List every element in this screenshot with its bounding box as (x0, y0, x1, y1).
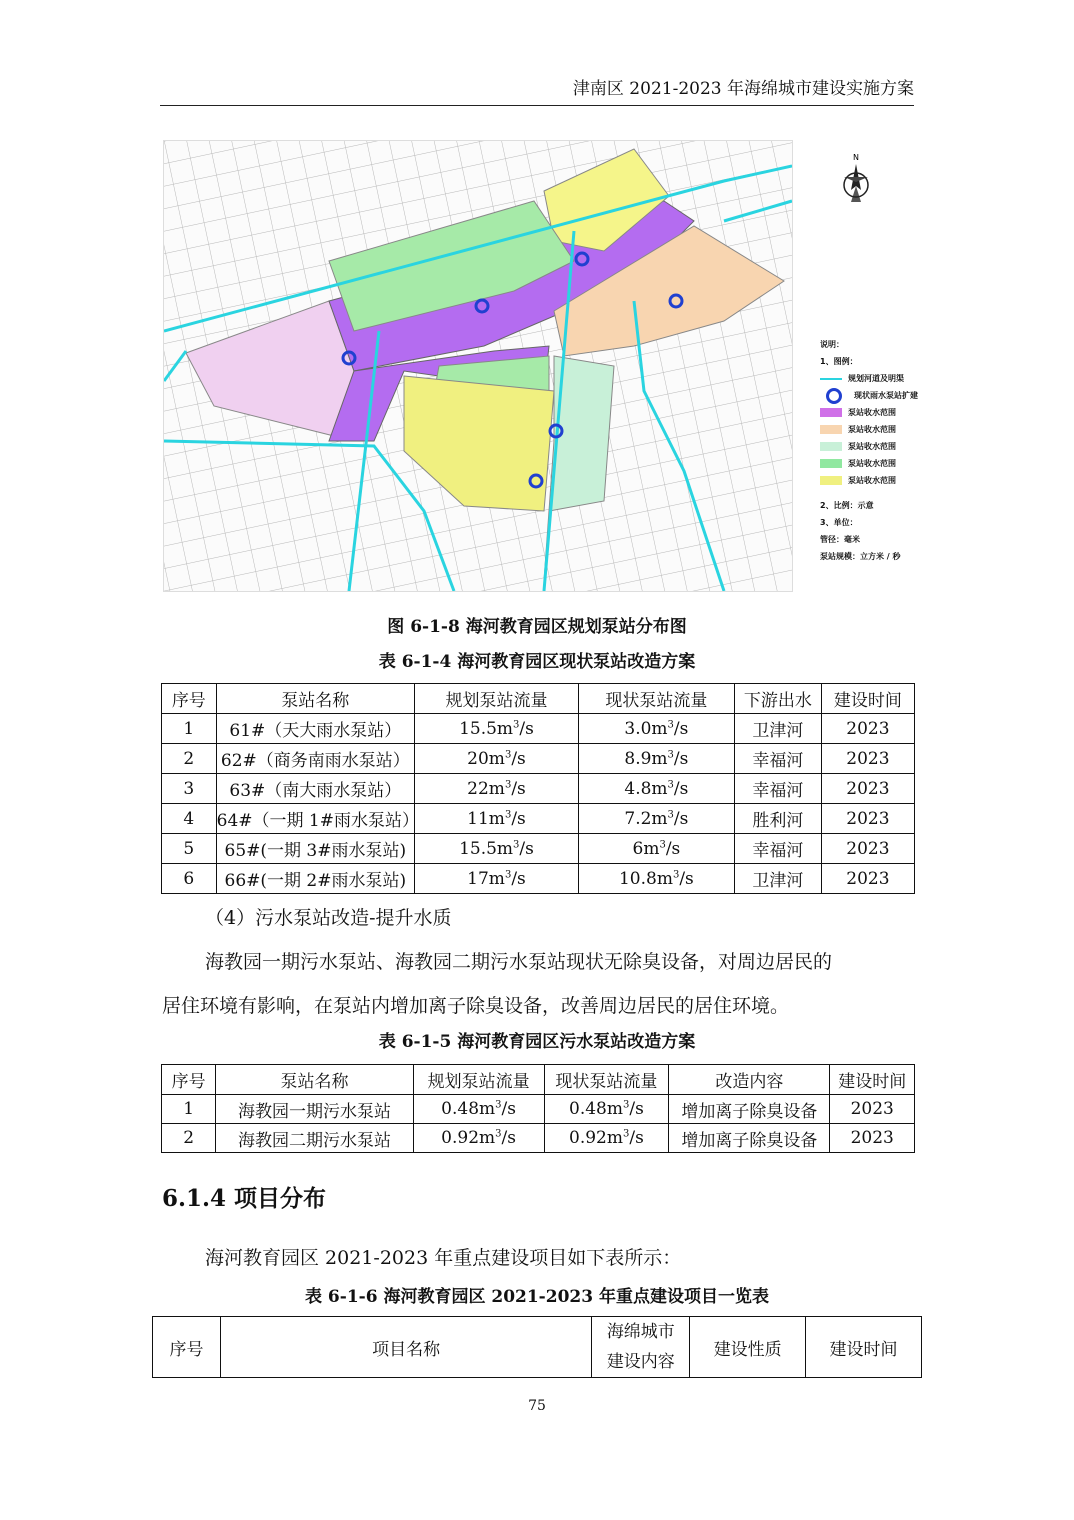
col-header: 改造内容 (669, 1065, 830, 1095)
cell: $8.9m^3/s$ (578, 744, 734, 774)
zone-swatch (820, 476, 842, 485)
cell: 1 (162, 714, 217, 744)
zone-swatch (820, 425, 842, 434)
table3-caption: 表 6-1-6 海河教育园区 2021-2023 年重点建设项目一览表 (305, 1287, 769, 1307)
project-list-table (152, 1316, 922, 1378)
cell: 卫津河 (734, 714, 821, 744)
cell: 增加离子除臭设备 (669, 1124, 830, 1153)
cell: 2 (162, 1124, 216, 1153)
cell: 2023 (821, 744, 914, 774)
cell: $3.0m^3/s$ (578, 714, 734, 744)
legend-zone-label: 泵站收水范围 (848, 459, 896, 468)
cell: 2023 (821, 834, 914, 864)
col-header: 泵站名称 (216, 1065, 413, 1095)
cell: $17m^3/s$ (415, 864, 579, 894)
legend-zone-row (820, 404, 930, 421)
zone-swatch (820, 442, 842, 451)
cell: 3 (162, 774, 217, 804)
legend-scale: 2、比例：示意 (820, 501, 874, 510)
para-body-line1: 海教园一期污水泵站、海教园二期污水泵站现状无除臭设备，对周边居民的 (205, 951, 833, 973)
cell: 5 (162, 834, 217, 864)
cell: 增加离子除臭设备 (669, 1095, 830, 1124)
table-row (162, 1095, 915, 1124)
table-row (162, 804, 915, 834)
para-intro: 海河教育园区 2021-2023 年重点建设项目如下表所示： (205, 1247, 682, 1269)
cell: $11m^3/s$ (415, 804, 579, 834)
cell: 2023 (821, 804, 914, 834)
river-swatch (820, 378, 842, 380)
table-row (162, 774, 915, 804)
zone-swatch (820, 459, 842, 468)
col-header: 现状泵站流量 (544, 1065, 669, 1095)
legend-unit: 3、单位： (820, 518, 858, 527)
cell: $15.5m^3/s$ (415, 714, 579, 744)
sewage-pump-table (161, 1064, 915, 1153)
cell: $0.92m^3/s$ (413, 1124, 544, 1153)
col-header: 序号 (162, 1065, 216, 1095)
cell: 海教园二期污水泵站 (216, 1124, 413, 1153)
col-header: 建设时间 (821, 684, 914, 714)
cell: 幸福河 (734, 744, 821, 774)
cell: 2023 (821, 864, 914, 894)
cell: 1 (162, 1095, 216, 1124)
table-row (162, 864, 915, 894)
legend-zone-label: 泵站收水范围 (848, 425, 896, 434)
para-sewage-heading: （4）污水泵站改造-提升水质 (205, 907, 452, 929)
table2-caption: 表 6-1-5 海河教育园区污水泵站改造方案 (378, 1032, 696, 1052)
cell: 幸福河 (734, 834, 821, 864)
col-header: 序号 (153, 1317, 221, 1378)
map-legend (820, 336, 930, 565)
table-row (162, 714, 915, 744)
cell: $4.8m^3/s$ (578, 774, 734, 804)
page-number: 75 (528, 1398, 546, 1414)
legend-zone-row (820, 455, 930, 472)
col-header: 建设时间 (830, 1065, 915, 1095)
cell: 2 (162, 744, 217, 774)
zone-swatch (820, 408, 842, 417)
col-header: 建设性质 (690, 1317, 806, 1378)
cell: 2023 (821, 774, 914, 804)
cell: 61#（天大雨水泵站） (216, 714, 414, 744)
cell: 4 (162, 804, 217, 834)
cell: 幸福河 (734, 774, 821, 804)
para-body-line2: 居住环境有影响，在泵站内增加离子除臭设备，改善周边居民的居住环境。 (162, 995, 790, 1017)
table-row (162, 834, 915, 864)
table-row (162, 1124, 915, 1153)
legend-zone-row (820, 472, 930, 489)
legend-pump-unit: 泵站规模：立方米 / 秒 (820, 552, 901, 561)
legend-zone-label: 泵站收水范围 (848, 442, 896, 451)
legend-zone-row (820, 438, 930, 455)
table-header-row (162, 1065, 915, 1095)
legend-title: 说明： (820, 340, 844, 349)
cell: 2023 (830, 1124, 915, 1153)
col-header: 现状泵站流量 (578, 684, 734, 714)
table-header-row (153, 1317, 922, 1378)
col-header: 泵站名称 (216, 684, 414, 714)
cell: $0.48m^3/s$ (544, 1095, 669, 1124)
cell: 胜利河 (734, 804, 821, 834)
col-header: 海绵城市建设内容 (592, 1317, 690, 1378)
legend-row-pump (820, 387, 930, 404)
section-heading: 6.1.4 项目分布 (162, 1185, 327, 1212)
legend-river-label: 规划河道及明渠 (848, 374, 904, 383)
legend-zone-label: 泵站收水范围 (848, 476, 896, 485)
legend-pump-label: 现状雨水泵站扩建 (854, 391, 918, 400)
col-header: 序号 (162, 684, 217, 714)
pump-retrofit-table (161, 683, 915, 894)
figure-caption: 图 6-1-8 海河教育园区规划泵站分布图 (387, 617, 687, 637)
cell: 2023 (830, 1095, 915, 1124)
cell: 64#（一期 1#雨水泵站） (216, 804, 414, 834)
cell: 63#（南大雨水泵站） (216, 774, 414, 804)
cell: $6m^3/s$ (578, 834, 734, 864)
cell: 海教园一期污水泵站 (216, 1095, 413, 1124)
col-header: 规划泵站流量 (413, 1065, 544, 1095)
page-header: 津南区 2021-2023 年海绵城市建设实施方案 (160, 74, 914, 106)
svg-text:N: N (853, 153, 859, 162)
table1-caption: 表 6-1-4 海河教育园区现状泵站改造方案 (378, 652, 696, 672)
table-header-row (162, 684, 915, 714)
cell: 6 (162, 864, 217, 894)
legend-item1: 1、图例： (820, 357, 858, 366)
cell: $0.92m^3/s$ (544, 1124, 669, 1153)
cell: 65#(一期 3#雨水泵站) (216, 834, 414, 864)
col-header: 建设时间 (806, 1317, 922, 1378)
table-row (162, 744, 915, 774)
legend-zone-row (820, 421, 930, 438)
cell: 66#(一期 2#雨水泵站) (216, 864, 414, 894)
col-header: 规划泵站流量 (415, 684, 579, 714)
cell: 62#（商务南雨水泵站） (216, 744, 414, 774)
cell: 卫津河 (734, 864, 821, 894)
legend-pipe: 管径：毫米 (820, 535, 860, 544)
col-header: 项目名称 (220, 1317, 591, 1378)
cell: $10.8m^3/s$ (578, 864, 734, 894)
cell: $15.5m^3/s$ (415, 834, 579, 864)
cell: 2023 (821, 714, 914, 744)
cell: $22m^3/s$ (415, 774, 579, 804)
map-graphic (164, 141, 792, 591)
cell: $7.2m^3/s$ (578, 804, 734, 834)
north-arrow-icon (836, 152, 876, 212)
legend-row-river (820, 370, 930, 387)
col-header: 下游出水 (734, 684, 821, 714)
pump-station-map (163, 140, 793, 592)
cell: $0.48m^3/s$ (413, 1095, 544, 1124)
legend-zone-label: 泵站收水范围 (848, 408, 896, 417)
pump-symbol-icon (826, 388, 842, 404)
cell: $20m^3/s$ (415, 744, 579, 774)
